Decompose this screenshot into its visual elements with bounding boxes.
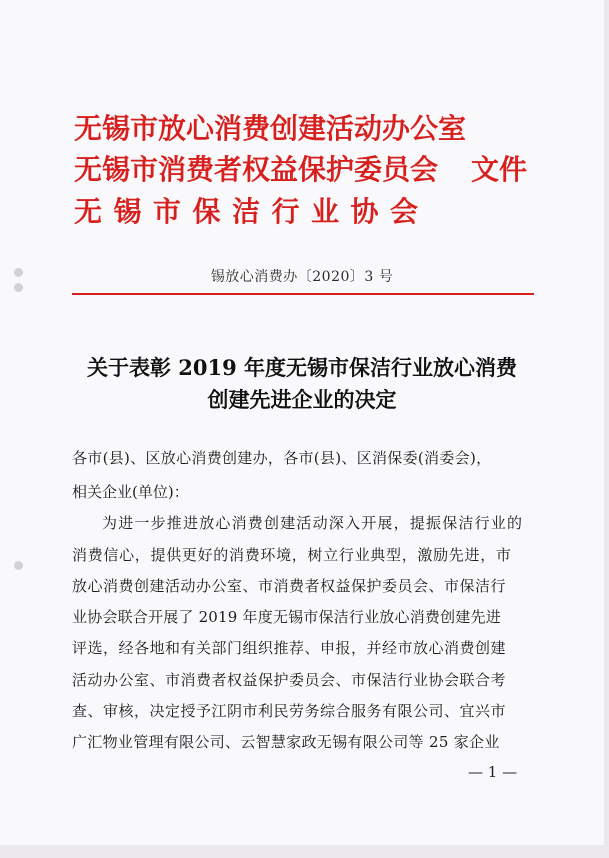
body-text-line: 广汇物业管理有限公司、云智慧家政无锡有限公司等 25 家企业 [72, 733, 500, 751]
document-title-line: 创建先进企业的决定 [207, 387, 397, 412]
page-number: — 1 — [468, 763, 518, 781]
issuer-name: 无锡市放心消费创建活动办公室 [74, 112, 467, 145]
body-text-line: 消费信心，提供更好的消费环境，树立行业典型，激励先进，市 [72, 546, 512, 564]
binding-hole-mark [14, 283, 23, 292]
body-text-line: 查、审核，决定授予江阴市利民劳务综合服务有限公司、宜兴市 [72, 702, 507, 720]
binding-hole-mark [14, 268, 23, 277]
issuer-name: 无锡市消费者权益保护委员会 [74, 153, 439, 186]
document-title-line: 关于表彰 2019 年度无锡市保洁行业放心消费 [86, 355, 518, 380]
issuer-name: 无锡市保洁行业协会 [74, 195, 430, 228]
binding-hole-mark [14, 561, 23, 570]
file-label: 文件 [471, 153, 528, 186]
body-text-line: 活动办公室、市消费者权益保护委员会、市保洁行业协会联合考 [72, 671, 507, 689]
body-text-line: 业协会联合开展了 2019 年度无锡市保洁行业放心消费创建先进 [72, 608, 501, 626]
issuer-block [74, 104, 544, 234]
addressee-line: 相关企业(单位)： [72, 483, 189, 501]
body-text-line: 评选，经各地和有关部门组织推荐、申报，并经市放心消费创建 [72, 639, 507, 657]
body-text-line: 放心消费创建活动办公室、市消费者权益保护委员会、市保洁行 [72, 577, 507, 595]
red-divider [72, 293, 534, 295]
body-text-line: 为进一步推进放心消费创建活动深入开展，提振保洁行业的 [102, 514, 524, 532]
addressee-line: 各市(县)、区放心消费创建办，各市(县)、区消保委(消委会)， [72, 449, 492, 467]
document-number: 锡放心消费办〔2020〕3 号 [210, 269, 394, 285]
